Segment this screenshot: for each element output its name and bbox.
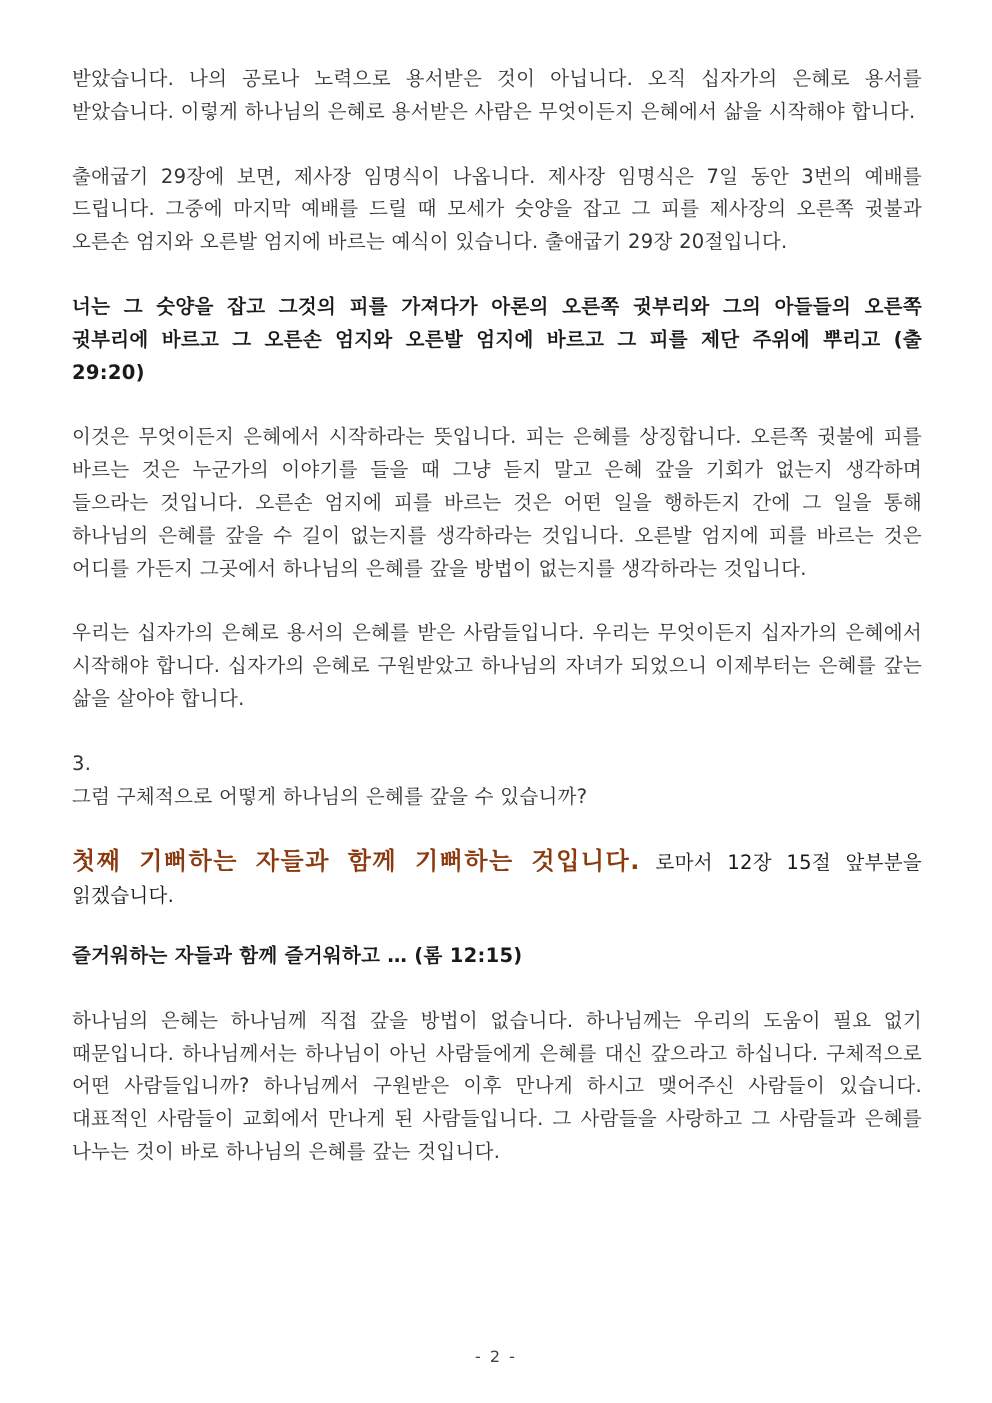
point-one-paragraph (72, 845, 922, 913)
section-number: 3. (72, 751, 92, 775)
scripture-romans-12-15: 즐거워하는 자들과 함께 즐거워하고 … (롬 12:15) (72, 943, 523, 967)
document-body (72, 63, 922, 1169)
page-number: - 2 - (475, 1347, 517, 1366)
section-question: 그럼 구체적으로 어떻게 하나님의 은혜를 갚을 수 있습니까? (72, 784, 588, 808)
point-one-heading: 첫째 기뻐하는 자들과 함께 기뻐하는 것입니다. (72, 847, 641, 876)
scripture-exodus-29-20: 너는 그 숫양을 잡고 그것의 피를 가져다가 아론의 오른쪽 귓부리와 그의 아들들의 오른쪽 귓부리에 바르고 그 오른손 엄지와 오른발 엄지에 바르고 그 피를 제단 주위에 뿌리고 (출 29:20) (72, 294, 922, 384)
paragraph-forgiveness: 받았습니다. 나의 공로나 노력으로 용서받은 것이 아닙니다. 오직 십자가의 은혜로 용서를 받았습니다. 이렇게 하나님의 은혜로 용서받은 사람은 무엇이든지 은혜에서 삶을 시작해야 합니다. (72, 67, 922, 123)
paragraph-meaning-of-blood: 이것은 무엇이든지 은혜에서 시작하라는 뜻입니다. 피는 은혜를 상징합니다. 오른쪽 귓불에 피를 바르는 것은 누군가의 이야기를 들을 때 그냥 듣지 말고 은혜 갚을 기회가 없는지 생각하며 들으라는 것입니다. 오른손 엄지에 피를 바르는 것은 어떤 일을 행하든지 간에 그 일을 통해 하나님의 은혜를 갚을 수 길이 없는지를 생각하라는 것입니다. 오른발 엄지에 피를 바르는 것은 어디를 가든지 그곳에서 하나님의 은혜를 갚을 방법이 없는지를 생각하라는 것입니다. (72, 425, 922, 580)
paragraph-ordination: 출애굽기 29장에 보면, 제사장 임명식이 나옵니다. 제사장 임명식은 7일 동안 3번의 예배를 드립니다. 그중에 마지막 예배를 드릴 때 모세가 숫양을 잡고 그 피를 제사장의 오른쪽 귓불과 오른손 엄지와 오른발 엄지에 바르는 예식이 있습니다. 출애굽기 29장 20절입니다. (72, 164, 922, 254)
paragraph-repay-grace: 하나님의 은혜는 하나님께 직접 갚을 방법이 없습니다. 하나님께는 우리의 도움이 필요 없기 때문입니다. 하나님께서는 하나님이 아닌 사람들에게 은혜를 대신 갚으라고 하십니다. 구체적으로 어떤 사람들입니까? 하나님께서 구원받은 이후 만나게 하시고 맺어주신 사람들이 있습니다. 대표적인 사람들이 교회에서 만나게 된 사람들입니다. 그 사람들을 사랑하고 그 사람들과 은혜를 나누는 것이 바로 하나님의 은혜를 갚는 것입니다. (72, 1008, 922, 1163)
point-one-text: 로마서 12장 15절 앞부분을 읽겠습니다. (72, 851, 923, 908)
paragraph-start-from-grace: 우리는 십자가의 은혜로 용서의 은혜를 받은 사람들입니다. 우리는 무엇이든지 십자가의 은혜에서 시작해야 합니다. 십자가의 은혜로 구원받았고 하나님의 자녀가 되었으니 이제부터는 은혜를 갚는 삶을 살아야 합니다. (72, 621, 922, 710)
